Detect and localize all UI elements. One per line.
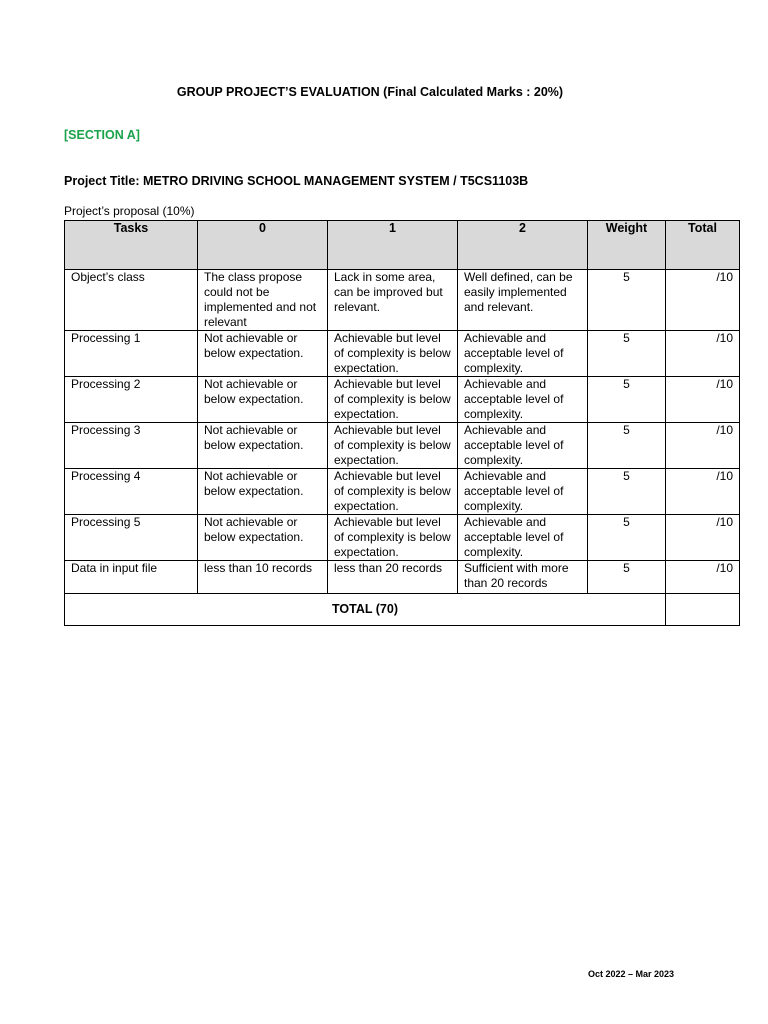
total-cell: /10 [666,423,740,469]
total-cell: /10 [666,377,740,423]
table-header-row [65,221,740,270]
total-value-cell [666,594,740,626]
header-score-1: 1 [328,221,458,270]
evaluation-table [64,220,740,626]
task-name-cell: Data in input file [65,561,198,594]
score-2-cell: Achievable and acceptable level of complexity. [458,377,588,423]
score-1-cell: Achievable but level of complexity is below expectation. [328,515,458,561]
score-0-cell: less than 10 records [198,561,328,594]
weight-cell: 5 [588,515,666,561]
header-score-0: 0 [198,221,328,270]
score-2-cell: Achievable and acceptable level of complexity. [458,331,588,377]
table-row [65,331,740,377]
total-row [65,594,740,626]
task-name-cell: Object’s class [65,270,198,331]
task-name-cell: Processing 1 [65,331,198,377]
total-cell: /10 [666,561,740,594]
weight-cell: 5 [588,377,666,423]
document-title: GROUP PROJECT’S EVALUATION (Final Calculated Marks : 20%) [176,85,564,99]
header-score-2: 2 [458,221,588,270]
table-row [65,270,740,331]
score-2-cell: Achievable and acceptable level of complexity. [458,469,588,515]
header-weight: Weight [588,221,666,270]
score-2-cell: Achievable and acceptable level of complexity. [458,515,588,561]
weight-cell: 5 [588,270,666,331]
table-row [65,515,740,561]
score-0-cell: Not achievable or below expectation. [198,469,328,515]
header-tasks: Tasks [65,221,198,270]
score-0-cell: Not achievable or below expectation. [198,515,328,561]
header-total: Total [666,221,740,270]
section-heading: [SECTION A] [64,128,140,142]
score-0-cell: Not achievable or below expectation. [198,377,328,423]
score-2-cell: Achievable and acceptable level of complexity. [458,423,588,469]
score-2-cell: Well defined, can be easily implemented and relevant. [458,270,588,331]
footer-date: Oct 2022 – Mar 2023 [588,969,675,979]
score-0-cell: Not achievable or below expectation. [198,423,328,469]
total-cell: /10 [666,331,740,377]
task-name-cell: Processing 3 [65,423,198,469]
score-1-cell: Achievable but level of complexity is below expectation. [328,331,458,377]
score-0-cell: Not achievable or below expectation. [198,331,328,377]
score-1-cell: Lack in some area, can be improved but relevant. [328,270,458,331]
score-1-cell: less than 20 records [328,561,458,594]
total-cell: /10 [666,515,740,561]
score-0-cell: The class propose could not be implemented and not relevant [198,270,328,331]
score-2-cell: Sufficient with more than 20 records [458,561,588,594]
table-row [65,423,740,469]
score-1-cell: Achievable but level of complexity is below expectation. [328,423,458,469]
table-row [65,561,740,594]
table-caption: Project’s proposal (10%) [64,204,195,218]
total-cell: /10 [666,270,740,331]
weight-cell: 5 [588,469,666,515]
table-row [65,469,740,515]
task-name-cell: Processing 2 [65,377,198,423]
weight-cell: 5 [588,331,666,377]
weight-cell: 5 [588,561,666,594]
score-1-cell: Achievable but level of complexity is below expectation. [328,469,458,515]
total-label: TOTAL (70) [65,594,666,626]
task-name-cell: Processing 5 [65,515,198,561]
table-row [65,377,740,423]
project-title: Project Title: METRO DRIVING SCHOOL MANAGEMENT SYSTEM / T5CS1103B [64,174,529,188]
task-name-cell: Processing 4 [65,469,198,515]
total-cell: /10 [666,469,740,515]
score-1-cell: Achievable but level of complexity is below expectation. [328,377,458,423]
weight-cell: 5 [588,423,666,469]
